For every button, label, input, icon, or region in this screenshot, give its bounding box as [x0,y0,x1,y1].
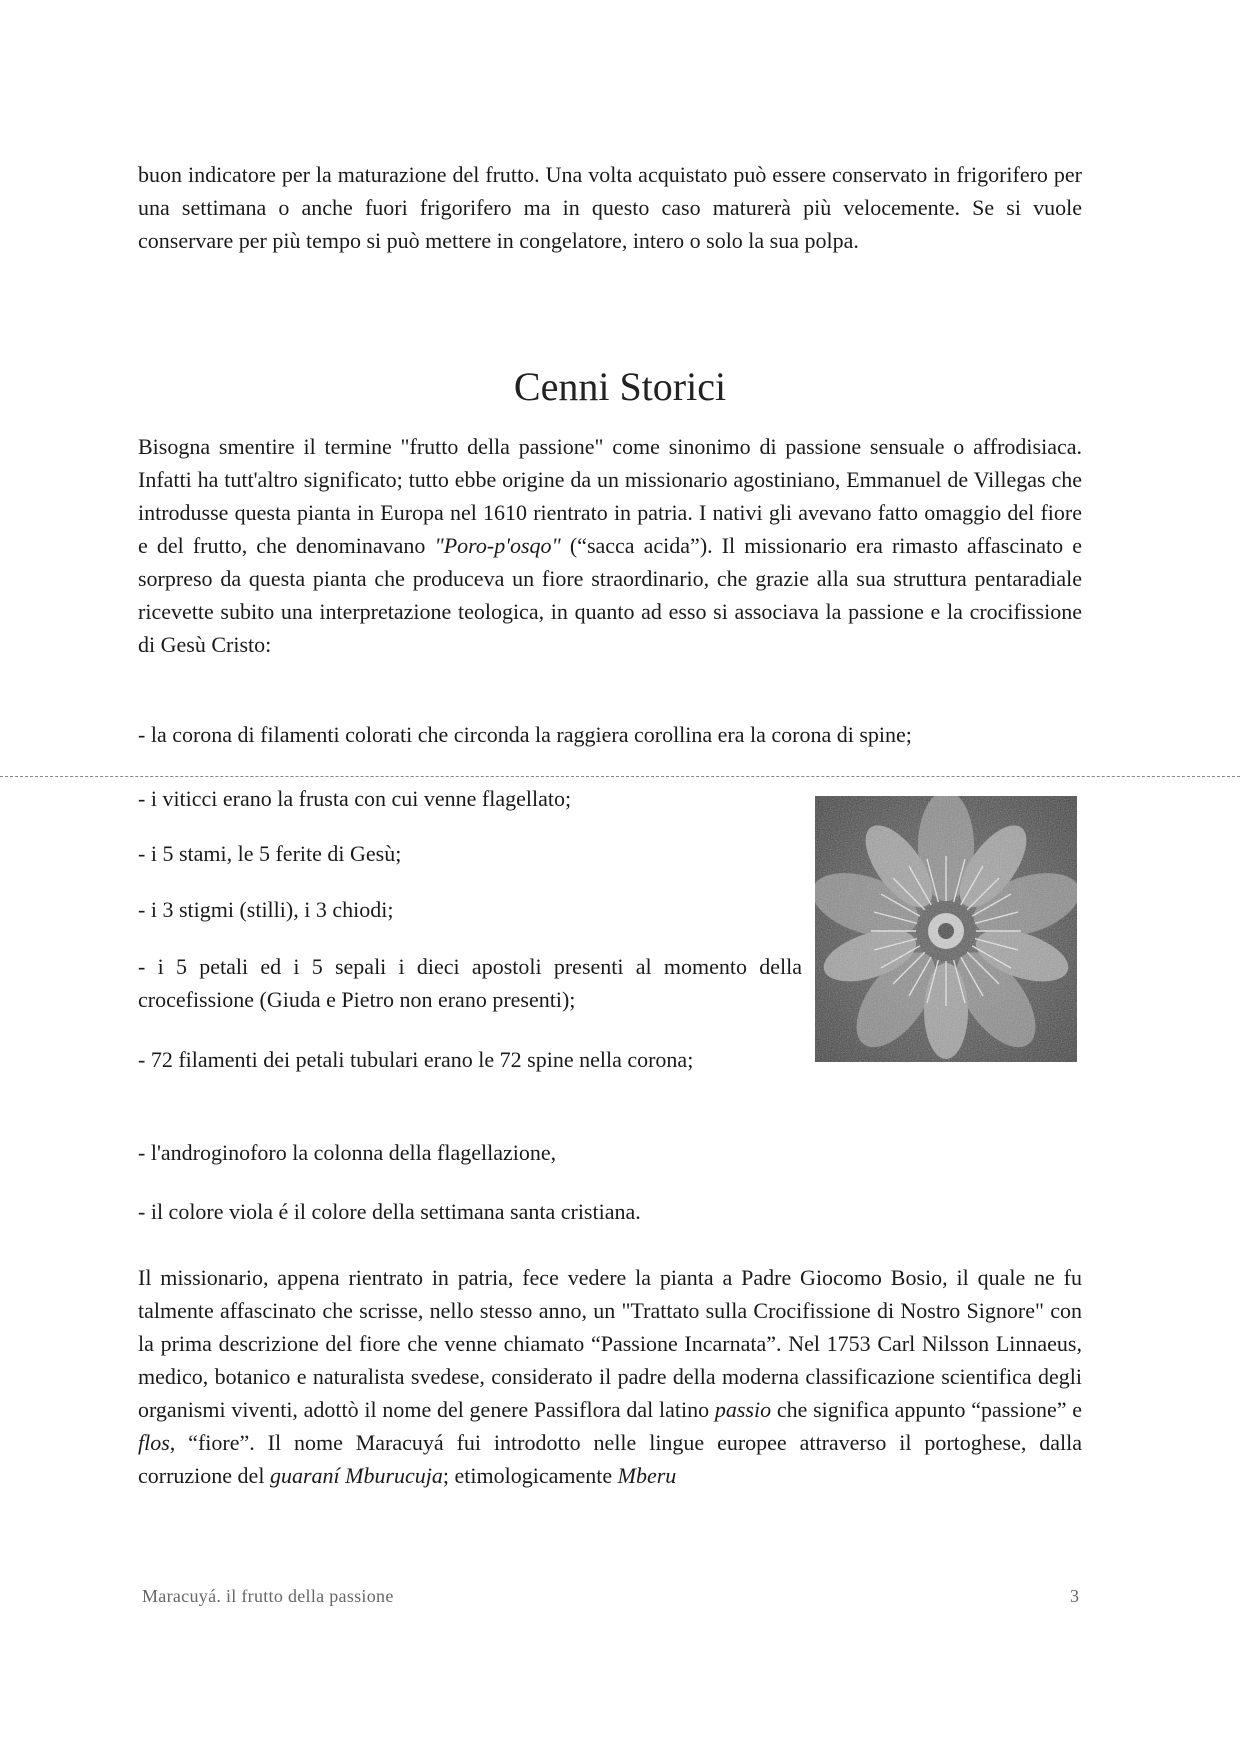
passiflora-italic-3: guaraní Mburucuja [269,1463,443,1488]
history-text-2: (“sacca acida”). Il missionario era rimasto affascinato e sorpreso da questa pianta che produceva un fiore straordinario, che grazie alla sua struttura pentaradiale ricevette subito una interpretazione teologica, in quanto ad esso si associava la passione e la crocifissione di Gesù Cristo: [138,533,1082,657]
list-item: - la corona di filamenti colorati che circonda la raggiera corollina era la corona di spine; [138,722,912,747]
history-italic-name: "Poro-p'osqo" [434,533,561,558]
passiflora-italic-4: Mberu [617,1463,677,1488]
scan-divider-line [0,776,1240,777]
list-item: - il colore viola é il colore della settimana santa cristiana. [138,1199,641,1224]
passiflora-italic-2: flos [138,1430,170,1455]
paragraph-passiflora [138,1261,1082,1492]
list-item: - 72 filamenti dei petali tubulari erano le 72 spine nella corona; [138,1047,694,1072]
paragraph-conservation: buon indicatore per la maturazione del frutto. Una volta acquistato può essere conservato in frigorifero per una settimana o anche fuori frigorifero ma in questo caso maturerà più velocemente. Se si vuole conservare per più tempo si può mettere in congelatore, intero o solo la sua polpa. [138,162,1082,253]
list-item: - i 5 petali ed i 5 sepali i dieci apostoli presenti al momento della crocefissione (Giuda e Pietro non erano presenti); [138,954,802,1012]
passiflora-text-2: che significa appunto “passione” e [771,1397,1082,1422]
section-title: Cenni Storici [513,364,727,409]
footer-title: Maracuyá. il frutto della passione [142,1586,394,1606]
passiflora-text-3: , “fiore”. Il nome Maracuyá fui introdotto nelle lingue europee attraverso il portoghese, dalla corruzione del [138,1430,1082,1488]
passion-flower-image [815,796,1077,1062]
passiflora-italic-1: passio [714,1397,772,1422]
history-text-1: Bisogna smentire il termine "frutto della passione" come sinonimo di passione sensuale o affrodisiaca. Infatti ha tutt'altro significato; tutto ebbe origine da un missionario agostiniano, Emmanuel de Villegas che introdusse questa pianta in Europa nel 1610 rientrato in patria. I nativi gli avevano fatto omaggio del fiore e del frutto, che denominavano [138,434,1082,558]
list-item: - l'androginoforo la colonna della flagellazione, [138,1140,557,1165]
list-item: - i 5 stami, le 5 ferite di Gesù; [138,841,402,866]
page-number: 3 [1070,1586,1079,1606]
paragraph-history [138,430,1082,661]
passiflora-text-1: Il missionario, appena rientrato in patria, fece vedere la pianta a Padre Giocomo Bosio, il quale ne fu talmente affascinato che scrisse, nello stesso anno, un "Trattato sulla Crocifissione di Nostro Signore" con la prima descrizione del fiore che venne chiamato “Passione Incarnata”. Nel 1753 Carl Nilsson Linnaeus, medico, botanico e naturalista svedese, considerato il padre della moderna classificazione scientifica degli organismi viventi, adottò il nome del genere Passiflora dal latino [138,1265,1082,1422]
list-item: - i 3 stigmi (stilli), i 3 chiodi; [138,897,394,922]
passiflora-text-4: ; etimologicamente [442,1463,618,1488]
list-item: - i viticci erano la frusta con cui venne flagellato; [138,786,572,811]
